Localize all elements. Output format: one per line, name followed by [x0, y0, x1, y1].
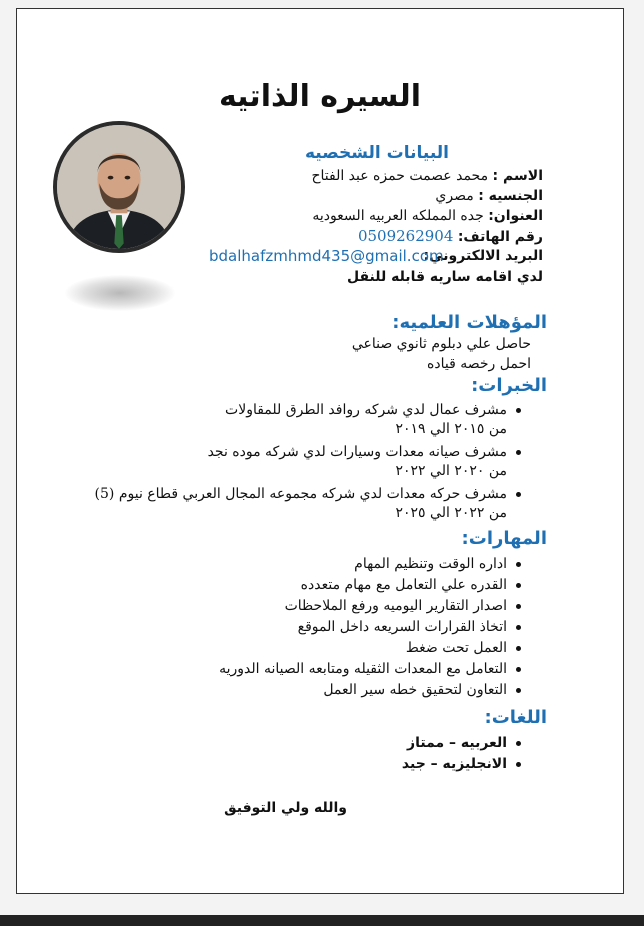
address-label: العنوان:	[488, 208, 543, 224]
bottom-edge-bar	[0, 915, 644, 926]
email-value[interactable]	[209, 247, 444, 266]
experience-item	[95, 443, 523, 481]
nationality-label: الجنسيه :	[478, 188, 543, 204]
language-item: الانجليزيه – جيد	[402, 755, 523, 774]
qualification-item: حاصل علي دبلوم ثانوي صناعي	[351, 336, 531, 352]
experience-list	[95, 401, 523, 523]
nationality-row	[435, 187, 543, 206]
skill-item: التعاون لتحقيق خطه سير العمل	[219, 681, 523, 700]
experience-heading: الخبرات:	[471, 375, 547, 396]
phone-row	[358, 227, 543, 247]
phone-label: رقم الهاتف:	[457, 229, 543, 245]
languages-heading: اللغات:	[484, 707, 547, 728]
qualifications-heading: المؤهلات العلميه:	[392, 312, 547, 333]
skills-heading: المهارات:	[461, 528, 547, 549]
page-title: السيره الذاتيه	[218, 79, 421, 114]
address-row	[312, 207, 543, 226]
skill-item: اصدار التقارير اليوميه ورفع الملاحظات	[219, 597, 523, 616]
experience-role: مشرف صيانه معدات وسيارات لدي شركه موده نجد	[207, 444, 507, 460]
email-label: البريد الالكتروني:	[423, 248, 543, 264]
name-label: الاسم :	[492, 168, 543, 184]
iqama-note: لدي اقامه ساريه قابله للنقل	[346, 269, 543, 285]
qualification-item: احمل رخصه قياده	[427, 356, 531, 372]
experience-item	[95, 485, 523, 523]
skill-item: العمل تحت ضغط	[219, 639, 523, 658]
nationality-value: مصري	[435, 188, 474, 204]
languages-list	[402, 734, 523, 774]
address-value: جده المملكه العربيه السعوديه	[312, 208, 484, 224]
skill-item: التعامل مع المعدات الثقيله ومتابعه الصيانه الدوريه	[219, 660, 523, 679]
person-portrait-image	[57, 125, 181, 249]
skill-item: القدره علي التعامل مع مهام متعدده	[219, 576, 523, 595]
experience-period: من ٢٠١٥ الي ٢٠١٩	[395, 421, 507, 437]
resume-page	[16, 8, 624, 894]
skills-list	[219, 555, 523, 702]
name-value: محمد عصمت حمزه عبد الفتاح	[311, 168, 489, 184]
phone-value[interactable]: 0509262904	[357, 227, 454, 245]
email-link[interactable]: bdalhafzmhmd435@gmail.com	[209, 247, 444, 265]
experience-role: مشرف حركه معدات لدي شركه مجموعه المجال العربي قطاع نيوم (5)	[94, 486, 507, 502]
personal-info-heading: البيانات الشخصيه	[304, 143, 449, 163]
skill-item: اداره الوقت وتنظيم المهام	[219, 555, 523, 574]
closing-text: والله ولي التوفيق	[224, 800, 347, 816]
experience-role: مشرف عمال لدي شركه روافد الطرق للمقاولات	[225, 402, 507, 418]
photo-shadow	[65, 275, 175, 311]
experience-period: من ٢٠٢٢ الي ٢٠٢٥	[395, 505, 507, 521]
name-row	[311, 167, 543, 186]
language-item: العربيه – ممتاز	[402, 734, 523, 753]
experience-period: من ٢٠٢٠ الي ٢٠٢٢	[395, 463, 507, 479]
experience-item	[95, 401, 523, 439]
skill-item: اتخاذ القرارات السريعه داخل الموقع	[219, 618, 523, 637]
profile-photo	[53, 121, 185, 253]
